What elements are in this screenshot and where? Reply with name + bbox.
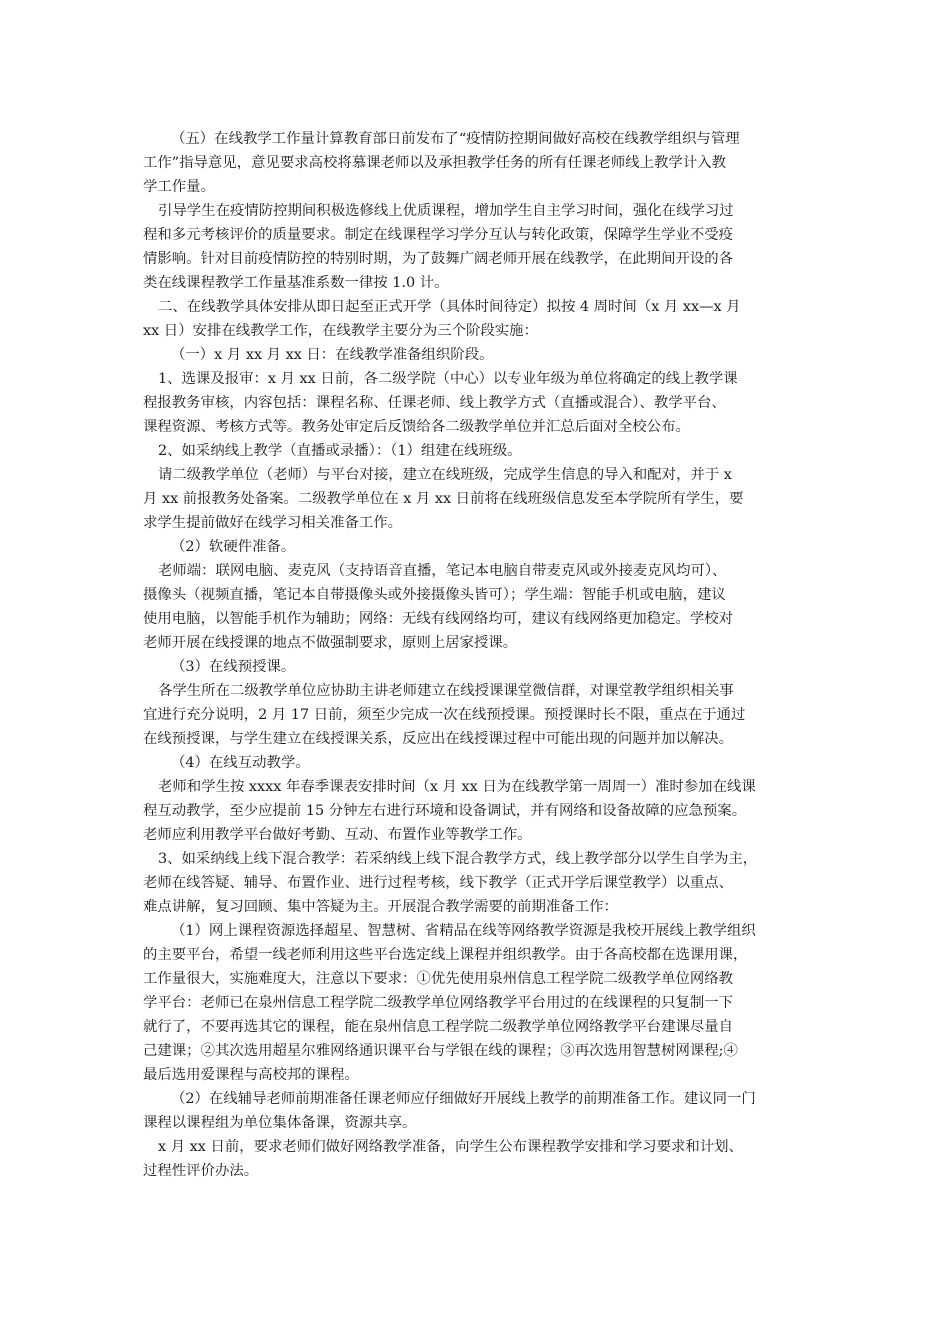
text-line: 1、选课及报审：x 月 xx 日前，各二级学院（中心）以专业年级为单位将确定的线上教学课 (158, 371, 738, 387)
text-line: 使用电脑，以智能手机作为辅助；网络：无线有线网络均可，建议有线网络更加稳定。学校对 (143, 611, 734, 627)
text-line: 各学生所在二级教学单位应协助主讲老师建立在线授课课堂微信群，对课堂教学组织相关事 (158, 683, 734, 699)
text-line: （3）在线预授课。 (171, 659, 296, 675)
text-line: 过程性评价办法。 (143, 1163, 259, 1179)
text-line: 宜进行充分说明，2 月 17 日前，须至少完成一次在线预授课。预授课时长不限，重点在于通过 (143, 707, 746, 723)
text-line: （一）x 月 xx 月 xx 日：在线教学准备组织阶段。 (171, 347, 494, 363)
text-line: 3、如采纳线上线下混合教学：若采纳线上线下混合教学方式，线上教学部分以学生自学为主， (158, 851, 758, 867)
text-line: 学工作量。 (143, 179, 215, 195)
text-line: 求学生提前做好在线学习相关准备工作。 (143, 515, 403, 531)
text-line: 学平台：老师已在泉州信息工程学院二级教学单位网络教学平台用过的在线课程的只复制一下 (143, 995, 734, 1011)
text-line: 2、如采纳线上教学（直播或录播）：（1）组建在线班级。 (158, 443, 522, 459)
text-line: 程报教务审核，内容包括：课程名称、任课老师、线上教学方式（直播或混合）、教学平台、 (143, 395, 726, 411)
text-line: （五）在线教学工作量计算教育部日前发布了“疫情防控期间做好高校在线教学组织与管理 (171, 131, 740, 147)
text-line: 老师开展在线授课的地点不做强制要求，原则上居家授课。 (143, 635, 518, 651)
text-line: 老师和学生按 xxxx 年春季课表安排时间（x 月 xx 日为在线教学第一周周一）准时参加在线课 (158, 779, 756, 795)
text-line: 摄像头（视频直播，笔记本自带摄像头或外接摄像头皆可）；学生端：智能手机或电脑，建议 (143, 587, 726, 603)
text-line: 课程资源、考核方式等。教务处审定后反馈给各二级教学单位并汇总后面对全校公布。 (143, 419, 690, 435)
text-line: 最后选用爱课程与高校邦的课程。 (143, 1067, 359, 1083)
text-line: （2）在线辅导老师前期准备任课老师应仔细做好开展线上教学的前期准备工作。建议同一门 (171, 1091, 756, 1107)
text-line: 就行了，不要再选其它的课程，能在泉州信息工程学院二级教学单位网络教学平台建课尽量自 (143, 1019, 734, 1035)
text-line: xx 日）安排在线教学工作，在线教学主要分为三个阶段实施： (143, 323, 538, 339)
text-line: 工作量很大，实施难度大，注意以下要求：①优先使用泉州信息工程学院二级教学单位网络教 (143, 971, 734, 987)
text-line: 情影响。针对目前疫情防控的特别时期，为了鼓舞广阔老师开展在线教学，在此期间开设的各 (143, 251, 734, 267)
text-line: 工作”指导意见，意见要求高校将慕课老师以及承担教学任务的所有任课老师线上教学计入教 (143, 155, 726, 171)
text-line: 月 xx 前报教务处备案。二级教学单位在 x 月 xx 日前将在线班级信息发至本学院所有学生，要 (143, 491, 744, 507)
text-line: 程互动教学，至少应提前 15 分钟左右进行环境和设备调试，并有网络和设备故障的应急预案。 (143, 803, 747, 819)
text-line: 程和多元考核评价的质量要求。制定在线课程学习学分互认与转化政策，保障学生学业不受疫 (143, 227, 734, 243)
text-line: 课程以课程组为单位集体备课，资源共享。 (143, 1115, 417, 1131)
text-line: 老师应利用教学平台做好考勤、互动、布置作业等教学工作。 (143, 827, 532, 843)
text-line: 老师端：联网电脑、麦克风（支持语音直播，笔记本电脑自带麦克风或外接麦克风均可）、 (158, 563, 727, 579)
text-line: （2）软硬件准备。 (171, 539, 296, 555)
document-body (143, 127, 829, 1183)
text-line: 类在线课程教学工作量基准系数一律按 1.0 计。 (143, 275, 449, 291)
text-line: （1）网上课程资源选择超星、智慧树、省精品在线等网络教学资源是我校开展线上教学组织 (171, 923, 756, 939)
text-line: （4）在线互动教学。 (171, 755, 310, 771)
text-line: 请二级教学单位（老师）与平台对接，建立在线班级，完成学生信息的导入和配对，并于 x (158, 467, 732, 483)
text-line: 引导学生在疫情防控期间积极选修线上优质课程，增加学生自主学习时间，强化在线学习过 (158, 203, 734, 219)
text-line: 在线预授课，与学生建立在线授课关系，反应出在线授课过程中可能出现的问题并加以解决。 (143, 731, 734, 747)
text-line: 的主要平台，希望一线老师利用这些平台选定线上课程并组织教学。由于各高校都在选课用课， (143, 947, 748, 963)
text-line: 己建课；②其次选用超星尔雅网络通识课平台与学银在线的课程；③再次选用智慧树网课程;④ (143, 1043, 738, 1059)
text-line: 老师在线答疑、辅导、布置作业、进行过程考核，线下教学（正式开学后课堂教学）以重点、 (143, 875, 734, 891)
text-line: 二、在线教学具体安排从即日起至正式开学（具体时间待定）拟按 4 周时间（x 月 xx—x 月 (158, 299, 741, 315)
text-line: x 月 xx 日前，要求老师们做好网络教学准备，向学生公布课程教学安排和学习要求和计划、 (158, 1139, 743, 1155)
text-line: 难点讲解，复习回顾、集中答疑为主。开展混合教学需要的前期准备工作： (143, 899, 618, 915)
